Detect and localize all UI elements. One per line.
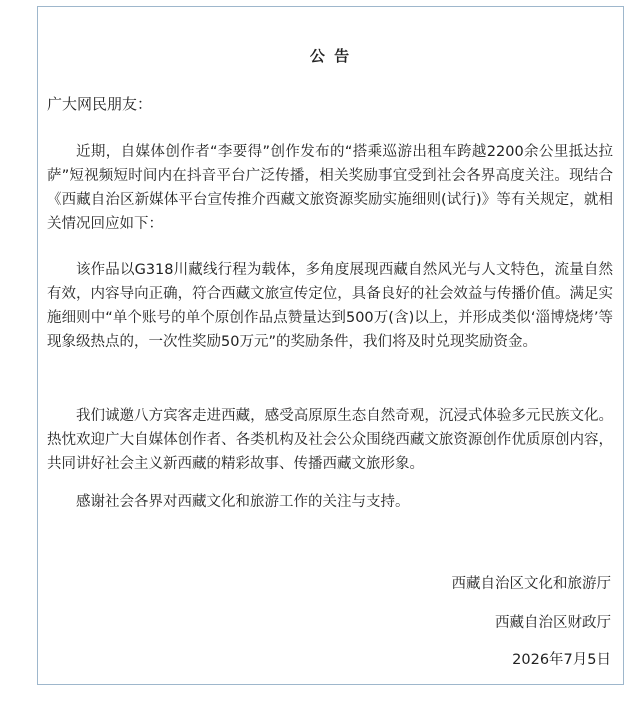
paragraph-invitation: 我们诚邀八方宾客走进西藏，感受高原原生态自然奇观，沉浸式体验多元民族文化。热忱欢迎广大自媒体创作者、各类机构及社会公众围绕西藏文旅资源创作优质原创内容，共同讲好社会主义新西藏的精彩故事、传播西藏文旅形象。 [47, 408, 613, 472]
paragraph-background: 近期，自媒体创作者“李要得”创作发布的“搭乘巡游出租车跨越2200余公里抵达拉萨”短视频短时间内在抖音平台广泛传播，相关奖励事宜受到社会各界高度关注。现结合《西藏自治区新媒体平台宣传推介西藏文旅资源奖励实施细则(试行)》等有关规定，就相关情况回应如下： [47, 144, 613, 232]
notice-frame [37, 6, 624, 685]
notice-date: 2026年7月5日 [512, 652, 611, 668]
paragraph-thanks: 感谢社会各界对西藏文化和旅游工作的关注与支持。 [76, 494, 410, 510]
notice-title: 公 告 [309, 47, 352, 65]
greeting: 广大网民朋友： [47, 95, 153, 113]
signature-culture-tourism-dept: 西藏自治区文化和旅游厅 [451, 576, 611, 592]
signature-finance-dept: 西藏自治区财政厅 [495, 615, 611, 631]
paragraph-reward-decision: 该作品以G318川藏线行程为载体，多角度展现西藏自然风光与人文特色，流量自然有效，内容导向正确，符合西藏文旅宣传定位，具备良好的社会效益与传播价值。满足实施细则中“单个账号的单个原创作品点赞量达到500万(含)以上，并形成类似‘淄博烧烤’等现象级热点的，一次性奖励50万元”的奖励条件，我们将及时兑现奖励资金。 [47, 262, 613, 350]
